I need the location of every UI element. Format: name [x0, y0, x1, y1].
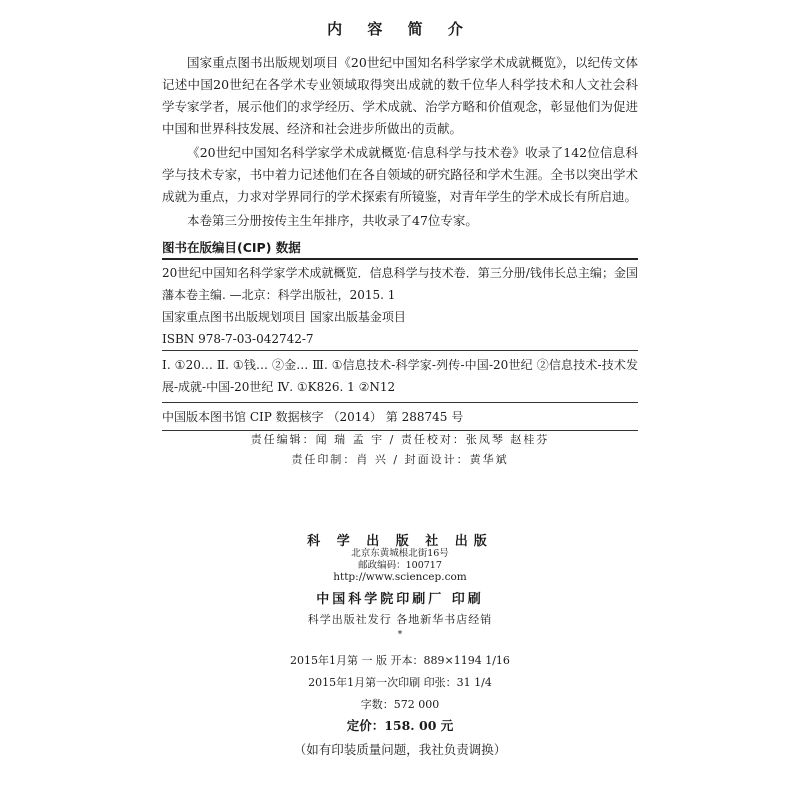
price: 定价：158. 00 元	[346, 718, 454, 733]
summary-paragraph-3: 本卷第三分册按传主生年排序，共收录了47位专家。	[187, 213, 478, 228]
cip-entry: 20世纪中国知名科学家学术成就概览．信息科学与技术卷．第三分册/钱伟长总主编；金国藩本卷主编. —北京：科学出版社，2015. 1	[162, 266, 638, 302]
publisher-address: 北京东黄城根北街16号	[351, 548, 449, 559]
cip-classification: Ⅰ. ①20… Ⅱ. ①钱… ②金… Ⅲ. ①信息技术-科学家-列传-中国-20世纪 ②信息技术-技术发展-成就-中国-20世纪 Ⅳ. ①K826. 1 ②N12	[162, 358, 638, 394]
page-title: 内 容 简 介	[327, 20, 473, 38]
printer-name: 中国科学院印刷厂 印刷	[316, 592, 484, 607]
printing-info: 2015年1月第一次印刷 印张：31 1/4	[308, 676, 492, 689]
publisher-postcode: 邮政编码：100717	[358, 560, 442, 571]
summary-paragraph-1: 国家重点图书出版规划项目《20世纪中国知名科学家学术成就概览》，以纪传文体记述中国20世纪在各学术专业领域取得突出成就的数千位华人科学技术和人文社会科学专家学者，展示他们的求学经历、学术成就、治学方略和价值观念，彰显他们为促进中国和世界科技发展、经济和社会进步所做出的贡献。	[162, 55, 638, 136]
cip-heading: 图书在版编目(CIP) 数据	[162, 240, 301, 255]
cip-rule-3	[162, 402, 638, 403]
credits-editors: 责任编辑：闻 瑞 孟 宇 / 责任校对：张凤琴 赵桂芬	[250, 433, 550, 446]
cip-core-block	[162, 406, 638, 428]
cip-project: 国家重点图书出版规划项目 国家出版基金项目	[162, 310, 406, 324]
editorial-credits	[0, 430, 800, 470]
credits-production: 责任印制：肖 兴 / 封面设计：黄华斌	[291, 453, 509, 466]
cip-classification-block	[162, 354, 638, 398]
summary-paragraph-2: 《20世纪中国知名科学家学术成就概览·信息科学与技术卷》收录了142位信息科学与技术专家，书中着力记述他们在各自领域的研究路径和学术生涯。全书以突出学术成就为重点，力求对学界同行的学术探索有所镜鉴，对青年学生的学术成长有所启迪。	[162, 145, 638, 204]
content-summary	[162, 52, 638, 234]
distribution-info: 科学出版社发行 各地新华书店经销	[307, 613, 493, 626]
publisher-name: 科 学 出 版 社 出版	[307, 534, 493, 549]
word-count: 字数：572 000	[360, 698, 440, 711]
publisher-url: http://www.sciencep.com	[333, 571, 467, 583]
quality-notice: （如有印装质量问题，我社负责调换）	[293, 742, 507, 757]
cip-block	[162, 262, 638, 350]
cip-isbn: ISBN 978-7-03-042742-7	[162, 332, 314, 346]
separator-star: *	[397, 630, 403, 640]
cip-top-rule	[162, 258, 638, 260]
publisher-address-block	[0, 548, 800, 572]
cip-mid-rule	[162, 350, 638, 351]
edition-info: 2015年1月第 一 版 开本：889×1194 1/16	[290, 654, 510, 667]
cip-core-number: 中国版本图书馆 CIP 数据核字 （2014） 第 288745 号	[162, 410, 464, 424]
